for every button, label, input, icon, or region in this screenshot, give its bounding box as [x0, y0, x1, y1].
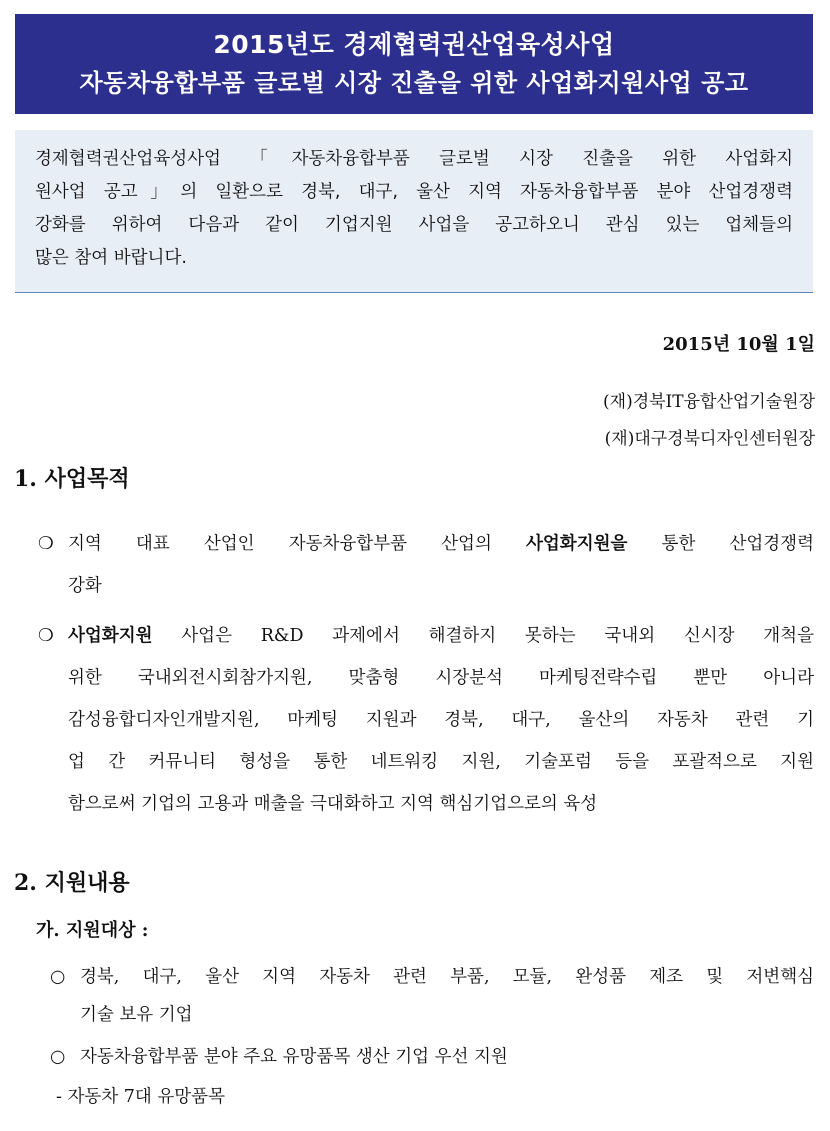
organization-2: (재)대구경북디자인센터원장 [604, 429, 815, 449]
bullet-icon: ○ [50, 1047, 66, 1067]
item-line: 기술 보유 기업 [80, 1005, 193, 1025]
item-2-line: 위한 국내외전시회참가지원, 맞춤형 시장분석 마케팅전략수립 뿐만 아니라 [68, 668, 814, 688]
intro-line: 많은 참여 바랍니다. [35, 248, 187, 268]
organization-1: (재)경북IT융합산업기술원장 [603, 392, 815, 412]
title-banner [15, 14, 813, 114]
section-2-heading: 2. 지원내용 [14, 870, 130, 896]
intro-line: 원사업 공고」의 일환으로 경북, 대구, 울산 지역 자동차융합부품 분야 산업경쟁력 [35, 182, 793, 202]
section-2-item-1 [50, 958, 814, 1034]
dash-item: - 자동차 7대 유망품목 [56, 1087, 225, 1107]
item-1-line-2: 강화 [68, 576, 102, 596]
title-line-1: 2015년도 경제협력권산업육성사업 [213, 30, 615, 59]
title-line-2: 자동차융합부품 글로벌 시장 진출을 위한 사업화지원사업 공고 [79, 69, 749, 97]
item-2-line: 업 간 커뮤니티 형성을 통한 네트워킹 지원, 기술포럼 등을 포괄적으로 지원 [68, 752, 814, 772]
bullet-icon: ❍ [38, 626, 54, 646]
intro-line: 경제협력권산업육성사업 「자동차융합부품 글로벌 시장 진출을 위한 사업화지 [35, 149, 793, 169]
bold-text: 사업화지원을 [525, 534, 628, 554]
item-1-line-1: ❍ 지역 대표 산업인 자동차융합부품 산업의 사업화지원을 통한 산업경쟁력 [38, 523, 814, 565]
section-1-item-2 [38, 615, 814, 825]
intro-box [15, 130, 813, 293]
item-2-line: 함으로써 기업의 고용과 매출을 극대화하고 지역 핵심기업으로의 육성 [68, 794, 598, 814]
bold-text: 사업화지원 [68, 626, 153, 646]
announcement-date: 2015년 10월 1일 [662, 334, 815, 355]
intro-line: 강화를 위하여 다음과 같이 기업지원 사업을 공고하오니 관심 있는 업체들의 [35, 215, 793, 235]
item-2-line-1: ❍ 사업화지원 사업은 R&D 과제에서 해결하지 못하는 국내외 신시장 개척을 [38, 615, 814, 657]
sub-heading: 가. 지원대상 : [36, 920, 149, 941]
section-2-item-2 [50, 1038, 814, 1076]
item-line: ○ 자동차융합부품 분야 주요 유망품목 생산 기업 우선 지원 [50, 1038, 814, 1076]
bullet-icon: ○ [50, 967, 66, 987]
section-1-item-1 [38, 523, 814, 607]
item-2-line: 감성융합디자인개발지원, 마케팅 지원과 경북, 대구, 울산의 자동차 관련 기 [68, 710, 814, 730]
bullet-icon: ❍ [38, 534, 54, 554]
item-line: ○ 경북, 대구, 울산 지역 자동차 관련 부품, 모듈, 완성품 제조 및 저변핵심 [50, 958, 814, 996]
section-1-heading: 1. 사업목적 [14, 466, 130, 492]
